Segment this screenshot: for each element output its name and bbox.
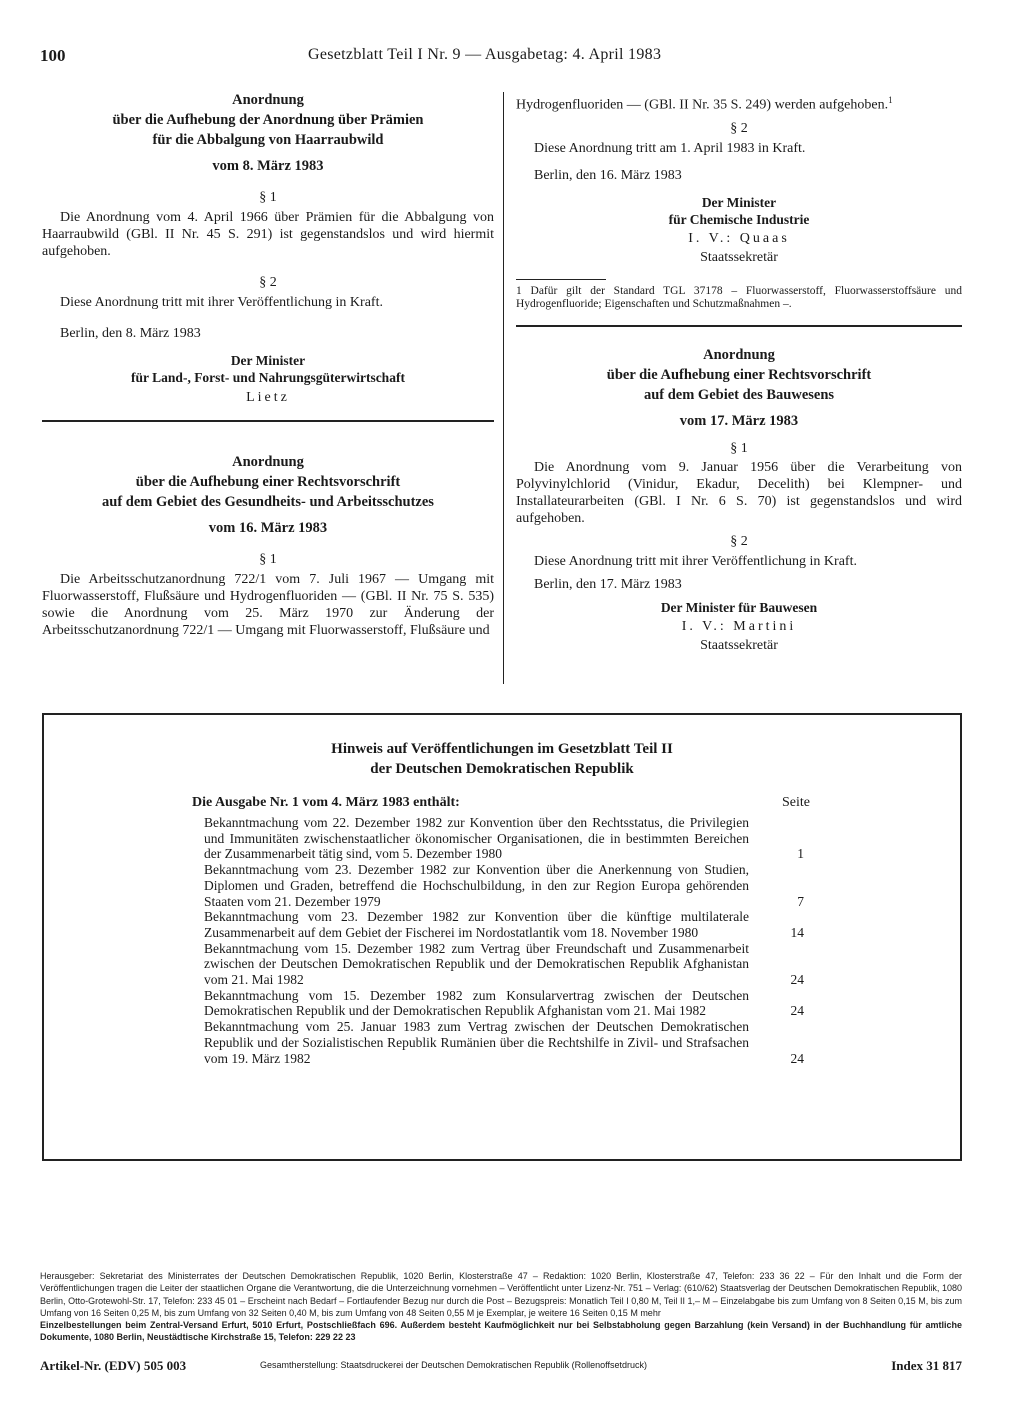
left-column bbox=[42, 90, 494, 639]
notice-entry bbox=[204, 815, 804, 862]
order3-title-line: über die Aufhebung einer Rechtsvorschrift bbox=[606, 366, 872, 383]
notice-entry-text: Bekanntmachung vom 25. Januar 1983 zum Vertrag zwischen der Deutschen Demokratischen Republik und der Sozialistischen Republik Rumänien über die Rechtshilfe in Zivil- und Strafsachen vom 19. März 1982 bbox=[204, 1019, 749, 1066]
notice-entry-page: 1 bbox=[797, 846, 804, 862]
order2-continuation-text: Hydrogenfluoriden — (GBl. II Nr. 35 S. 249) werden aufgehoben. bbox=[516, 97, 889, 113]
notice-entry-text: Bekanntmachung vom 23. Dezember 1982 zur Konvention über die Anerkennung von Studien, Diplomen und Graden, betreffend die Hochschulbildung, in den zur Region Europa gehörenden Staaten vom 21. Dezember 1979 bbox=[204, 862, 749, 909]
running-head: Gesetzblatt Teil I Nr. 9 — Ausgabetag: 4. April 1983 bbox=[308, 46, 662, 63]
order1-para2-text: Diese Anordnung tritt mit ihrer Veröffentlichung in Kraft. bbox=[60, 295, 383, 310]
notice-entry bbox=[204, 941, 804, 988]
order2-date: vom 16. März 1983 bbox=[208, 520, 328, 536]
page-header bbox=[40, 46, 960, 70]
order3-para1-label: § 1 bbox=[730, 440, 748, 456]
notice-title-line: der Deutschen Demokratischen Republik bbox=[370, 761, 634, 777]
order2-continuation bbox=[516, 92, 962, 114]
notice-page-header: Seite bbox=[782, 795, 810, 810]
order1-place-date: Berlin, den 8. März 1983 bbox=[60, 326, 201, 341]
notice-entry-page: 24 bbox=[790, 972, 804, 988]
notice-entry-page: 14 bbox=[790, 924, 804, 940]
notice-entry-page: 24 bbox=[790, 1050, 804, 1066]
order1-date: vom 8. März 1983 bbox=[212, 158, 324, 174]
order1-para2-label: § 2 bbox=[259, 275, 277, 290]
footnote-rule bbox=[516, 279, 606, 280]
order3-title bbox=[516, 345, 962, 405]
order1-title bbox=[42, 90, 494, 150]
order1-title-line: für die Abbalgung von Haarraubwild bbox=[152, 132, 384, 148]
order2-footnote: 1 Dafür gilt der Standard TGL 37178 – Fluorwasserstoff, Fluorwasserstoffsäure und Hydrogenfluoride; Eigenschaften und Schutzmaßnahmen –. bbox=[516, 284, 962, 310]
order2-signer-title-line: für Chemische Industrie bbox=[668, 211, 810, 227]
section-rule bbox=[42, 420, 494, 422]
notice-entry-page: 24 bbox=[790, 1003, 804, 1019]
notice-entry bbox=[204, 988, 804, 1019]
order1-para1-label: § 1 bbox=[259, 190, 277, 205]
printer-credit: Gesamtherstellung: Staatsdruckerei der Deutschen Demokratischen Republik (Rollenoffsetdruck) bbox=[260, 1360, 648, 1370]
order1-signer-title-line: Der Minister bbox=[230, 353, 306, 368]
order3-para2-label: § 2 bbox=[730, 533, 748, 549]
order2-para2-text: Diese Anordnung tritt am 1. April 1983 in Kraft. bbox=[534, 140, 806, 156]
order2-title-line: Anordnung bbox=[232, 454, 304, 470]
notice-title bbox=[44, 739, 960, 779]
imprint-ordering: Einzelbestellungen beim Zentral-Versand Erfurt, 5010 Erfurt, Postschließfach 696. Außerdem besteht Kaufmöglichkeit nur bei Selbstabholung gegen Barzahlung (kein Versand) in der Buchhandlung für amtliche Dokumente, 1080 Berlin, Neustädtische Kirchstraße 15, Telefon: 229 22 23 bbox=[40, 1320, 962, 1343]
index-number: Index 31 817 bbox=[891, 1358, 962, 1373]
page-number: 100 bbox=[40, 46, 66, 65]
notice-entries bbox=[204, 815, 804, 1066]
notice-entry bbox=[204, 1019, 804, 1066]
order3-signer-name: I. V.: Martini bbox=[681, 618, 797, 634]
order1-title-line: über die Aufhebung der Anordnung über Prämien bbox=[112, 112, 424, 128]
notice-entry-text: Bekanntmachung vom 23. Dezember 1982 zur Konvention über die künftige multilaterale Zusammenarbeit auf dem Gebiet der Fischerei im Nordostatlantik vom 18. November 1980 bbox=[204, 909, 749, 940]
order3-title-line: Anordnung bbox=[703, 346, 775, 363]
order2-signer-role: Staatssekretär bbox=[700, 249, 778, 265]
order2-title-line: auf dem Gebiet des Gesundheits- und Arbeitsschutzes bbox=[102, 494, 434, 510]
notice-title-line: Hinweis auf Veröffentlichungen im Gesetzblatt Teil II bbox=[331, 741, 673, 757]
notice-issue-line: Die Ausgabe Nr. 1 vom 4. März 1983 enthält: bbox=[192, 795, 460, 810]
imprint bbox=[40, 1270, 962, 1344]
order2-signer-name: I. V.: Quaas bbox=[688, 230, 790, 246]
order1-para1-text: Die Anordnung vom 4. April 1966 über Prämien für die Abbalgung von Haarraubwild (GBl. II Nr. 45 S. 291) ist gegenstandslos und wird hiermit aufgehoben. bbox=[42, 210, 494, 259]
order2-title bbox=[42, 452, 494, 512]
order2-para1-text: Die Arbeitsschutzanordnung 722/1 vom 7. Juli 1967 — Umgang mit Fluorwasserstoff, Flußsäure und Hydrogenfluoriden — (GBl. II Nr. 75 S. 535) sowie die Anordnung vom 25. März 1970 zur Änderung der Arbeitsschutzanordnung 722/1 — Umgang mit Fluorwasserstoff, Flußsäure und bbox=[42, 572, 494, 638]
order2-place-date: Berlin, den 16. März 1983 bbox=[534, 167, 682, 183]
order3-signer-role: Staatssekretär bbox=[700, 637, 778, 653]
column-divider bbox=[503, 92, 504, 684]
page-footer bbox=[40, 1358, 962, 1388]
order3-date: vom 17. März 1983 bbox=[679, 412, 799, 429]
notice-entry bbox=[204, 862, 804, 909]
order2-para1-label: § 1 bbox=[259, 552, 277, 567]
order3-para2-text: Diese Anordnung tritt mit ihrer Veröffentlichung in Kraft. bbox=[534, 553, 857, 569]
order1-signer-title bbox=[42, 352, 494, 386]
order1-title-line: Anordnung bbox=[232, 92, 304, 108]
order3-signer-title: Der Minister für Bauwesen bbox=[660, 599, 818, 615]
footnote-ref: 1 bbox=[888, 95, 893, 105]
article-number: Artikel-Nr. (EDV) 505 003 bbox=[40, 1358, 187, 1373]
notice-entry-text: Bekanntmachung vom 22. Dezember 1982 zur Konvention über den Rechtsstatus, die Privilegien und Immunitäten zwischenstaatlicher ökonomischer Organisationen, die in bestimmten Bereichen der Zusammenarbeit tätig sind, vom 5. Dezember 1980 bbox=[204, 815, 749, 862]
notice-entry-text: Bekanntmachung vom 15. Dezember 1982 zum Vertrag über Freundschaft und Zusammenarbeit zwischen der Deutschen Demokratischen Republik und der Demokratischen Republik Afghanistan vom 21. Mai 1982 bbox=[204, 940, 749, 988]
order3-para1-text: Die Anordnung vom 9. Januar 1956 über die Verarbeitung von Polyvinylchlorid (Vinidur, Ekadur, Decelith) bei Klempner- und Installateurarbeiten (GBl. I Nr. 6 S. 70) ist gegenstandslos und wird aufgehoben. bbox=[516, 459, 962, 526]
order2-signer-title bbox=[516, 194, 962, 228]
imprint-text: Herausgeber: Sekretariat des Ministerrates der Deutschen Demokratischen Republik, 1020 Berlin, Klosterstraße 47 – Redaktion: 1020 Berlin, Klosterstraße 47, Telefon: 233 36 22 – Für den Inhalt und die Form der Veröffentlichungen tragen die Leiter der staatlichen Organe die Verantwortung, die die Unterzeichnung vornehmen – Veröffentlicht unter Lizenz-Nr. 751 – Verlag: (610/62) Staatsverlag der Deutschen Demokratischen Republik, 1080 Berlin, Otto-Grotewohl-Str. 17, Telefon: 233 45 01 – Erscheint nach Bedarf – Fortlaufender Bezug nur durch die Post – Bezugspreis: Monatlich Teil I 0,80 M, Teil II 1,– M – Einzelabgabe bis zum Umfang von 8 Seiten 0,15 M, bis zum Umfang von 16 Seiten 0,25 M, bis zum Umfang von 32 Seiten 0,40 M, bis zum Umfang von 48 Seiten 0,55 M je Exemplar, je weitere 16 Seiten 0,15 M mehr bbox=[40, 1271, 962, 1318]
order2-title-line: über die Aufhebung einer Rechtsvorschrift bbox=[135, 474, 401, 490]
section-rule bbox=[516, 325, 962, 327]
notice-box bbox=[42, 713, 962, 1161]
order3-place-date: Berlin, den 17. März 1983 bbox=[534, 576, 682, 592]
order1-signer-title-line: für Land-, Forst- und Nahrungsgüterwirtschaft bbox=[131, 370, 405, 385]
order2-para2-label: § 2 bbox=[730, 120, 748, 136]
notice-entry-text: Bekanntmachung vom 15. Dezember 1982 zum Konsularvertrag zwischen der Deutschen Demokratischen Republik und der Demokratischen Republik Afghanistan vom 21. Mai 1982 bbox=[204, 987, 749, 1019]
notice-entry-page: 7 bbox=[797, 893, 804, 909]
right-column bbox=[516, 92, 962, 654]
order1-signer-name: Lietz bbox=[246, 390, 290, 405]
order3-title-line: auf dem Gebiet des Bauwesens bbox=[643, 386, 835, 403]
order2-signer-title-line: Der Minister bbox=[701, 194, 777, 210]
notice-entry bbox=[204, 909, 804, 940]
